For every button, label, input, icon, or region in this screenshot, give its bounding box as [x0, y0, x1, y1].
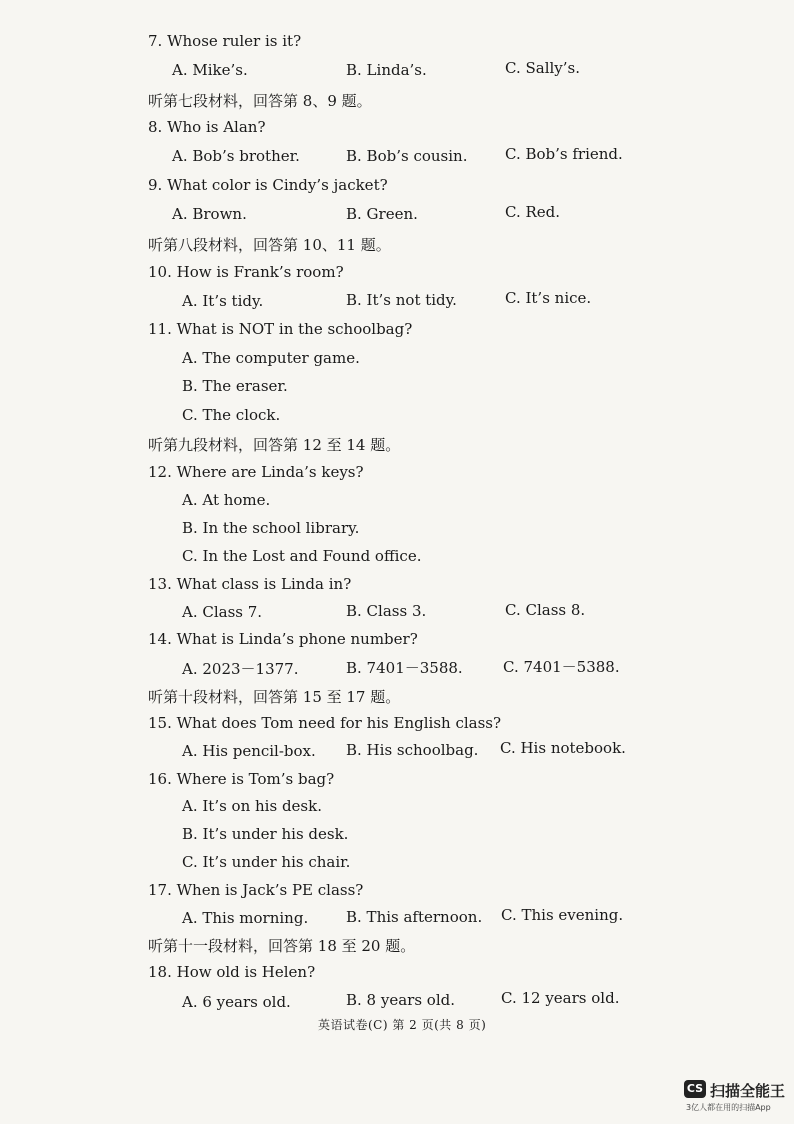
q12-option-a: A. At home.: [182, 491, 271, 509]
question-16: 16. Where is Tom’s bag?: [148, 770, 335, 788]
q7-option-c: C. Sally’s.: [505, 59, 580, 77]
q14-option-b: B. 7401－3588.: [346, 659, 463, 677]
q11-option-b: B. The eraser.: [182, 377, 288, 395]
logo-app-name: 扫描全能王: [710, 1082, 786, 1100]
question-11: 11. What is NOT in the schoolbag?: [148, 320, 413, 338]
q8-option-c: C. Bob’s friend.: [505, 145, 623, 163]
q11-option-c: C. The clock.: [182, 406, 281, 424]
q12-option-b: B. In the school library.: [182, 519, 360, 537]
section-8-heading: 听第八段材料，回答第 10、11 题。: [148, 236, 391, 254]
question-15: 15. What does Tom need for his English class?: [148, 714, 502, 732]
q10-option-c: C. It’s nice.: [505, 289, 592, 307]
question-12: 12. Where are Linda’s keys?: [148, 463, 364, 481]
q10-option-b: B. It’s not tidy.: [346, 291, 457, 309]
question-13: 13. What class is Linda in?: [148, 575, 352, 593]
section-11-heading: 听第十一段材料，回答第 18 至 20 题。: [148, 937, 416, 955]
q18-option-c: C. 12 years old.: [501, 989, 620, 1007]
q17-option-a: A. This morning.: [182, 909, 309, 927]
question-10: 10. How is Frank’s room?: [148, 263, 344, 281]
q10-option-a: A. It’s tidy.: [182, 292, 264, 310]
q13-option-a: A. Class 7.: [182, 603, 263, 621]
q9-option-c: C. Red.: [505, 203, 561, 221]
q9-option-b: B. Green.: [346, 205, 418, 223]
q15-option-a: A. His pencil-box.: [182, 742, 316, 760]
q17-option-b: B. This afternoon.: [346, 908, 483, 926]
q16-option-a: A. It’s on his desk.: [182, 797, 322, 815]
question-14: 14. What is Linda’s phone number?: [148, 630, 418, 648]
q18-option-b: B. 8 years old.: [346, 991, 455, 1009]
question-18: 18. How old is Helen?: [148, 963, 316, 981]
page-footer: 英语试卷(C) 第 2 页(共 8 页): [318, 1018, 487, 1032]
q14-option-c: C. 7401－5388.: [503, 658, 620, 676]
q13-option-b: B. Class 3.: [346, 602, 427, 620]
q15-option-b: B. His schoolbag.: [346, 741, 479, 759]
q12-option-c: C. In the Lost and Found office.: [182, 547, 422, 565]
scanner-app-logo: [684, 1080, 792, 1120]
q16-option-c: C. It’s under his chair.: [182, 853, 351, 871]
section-10-heading: 听第十段材料，回答第 15 至 17 题。: [148, 688, 401, 706]
logo-tagline: 3亿人都在用的扫描App: [686, 1103, 771, 1112]
q7-option-a: A. Mike’s.: [172, 61, 248, 79]
q8-option-b: B. Bob’s cousin.: [346, 147, 468, 165]
q16-option-b: B. It’s under his desk.: [182, 825, 349, 843]
q15-option-c: C. His notebook.: [500, 739, 626, 757]
q7-option-b: B. Linda’s.: [346, 61, 427, 79]
cs-logo-icon: CS: [684, 1080, 706, 1098]
q14-option-a: A. 2023－1377.: [182, 660, 299, 678]
section-7-heading: 听第七段材料，回答第 8、9 题。: [148, 92, 372, 110]
q9-option-a: A. Brown.: [172, 205, 247, 223]
question-7: 7. Whose ruler is it?: [148, 32, 302, 50]
q13-option-c: C. Class 8.: [505, 601, 586, 619]
question-17: 17. When is Jack’s PE class?: [148, 881, 364, 899]
q17-option-c: C. This evening.: [501, 906, 624, 924]
q8-option-a: A. Bob’s brother.: [172, 147, 300, 165]
q11-option-a: A. The computer game.: [182, 349, 360, 367]
section-9-heading: 听第九段材料，回答第 12 至 14 题。: [148, 436, 401, 454]
q18-option-a: A. 6 years old.: [182, 993, 291, 1011]
question-8: 8. Who is Alan?: [148, 118, 266, 136]
question-9: 9. What color is Cindy’s jacket?: [148, 176, 388, 194]
